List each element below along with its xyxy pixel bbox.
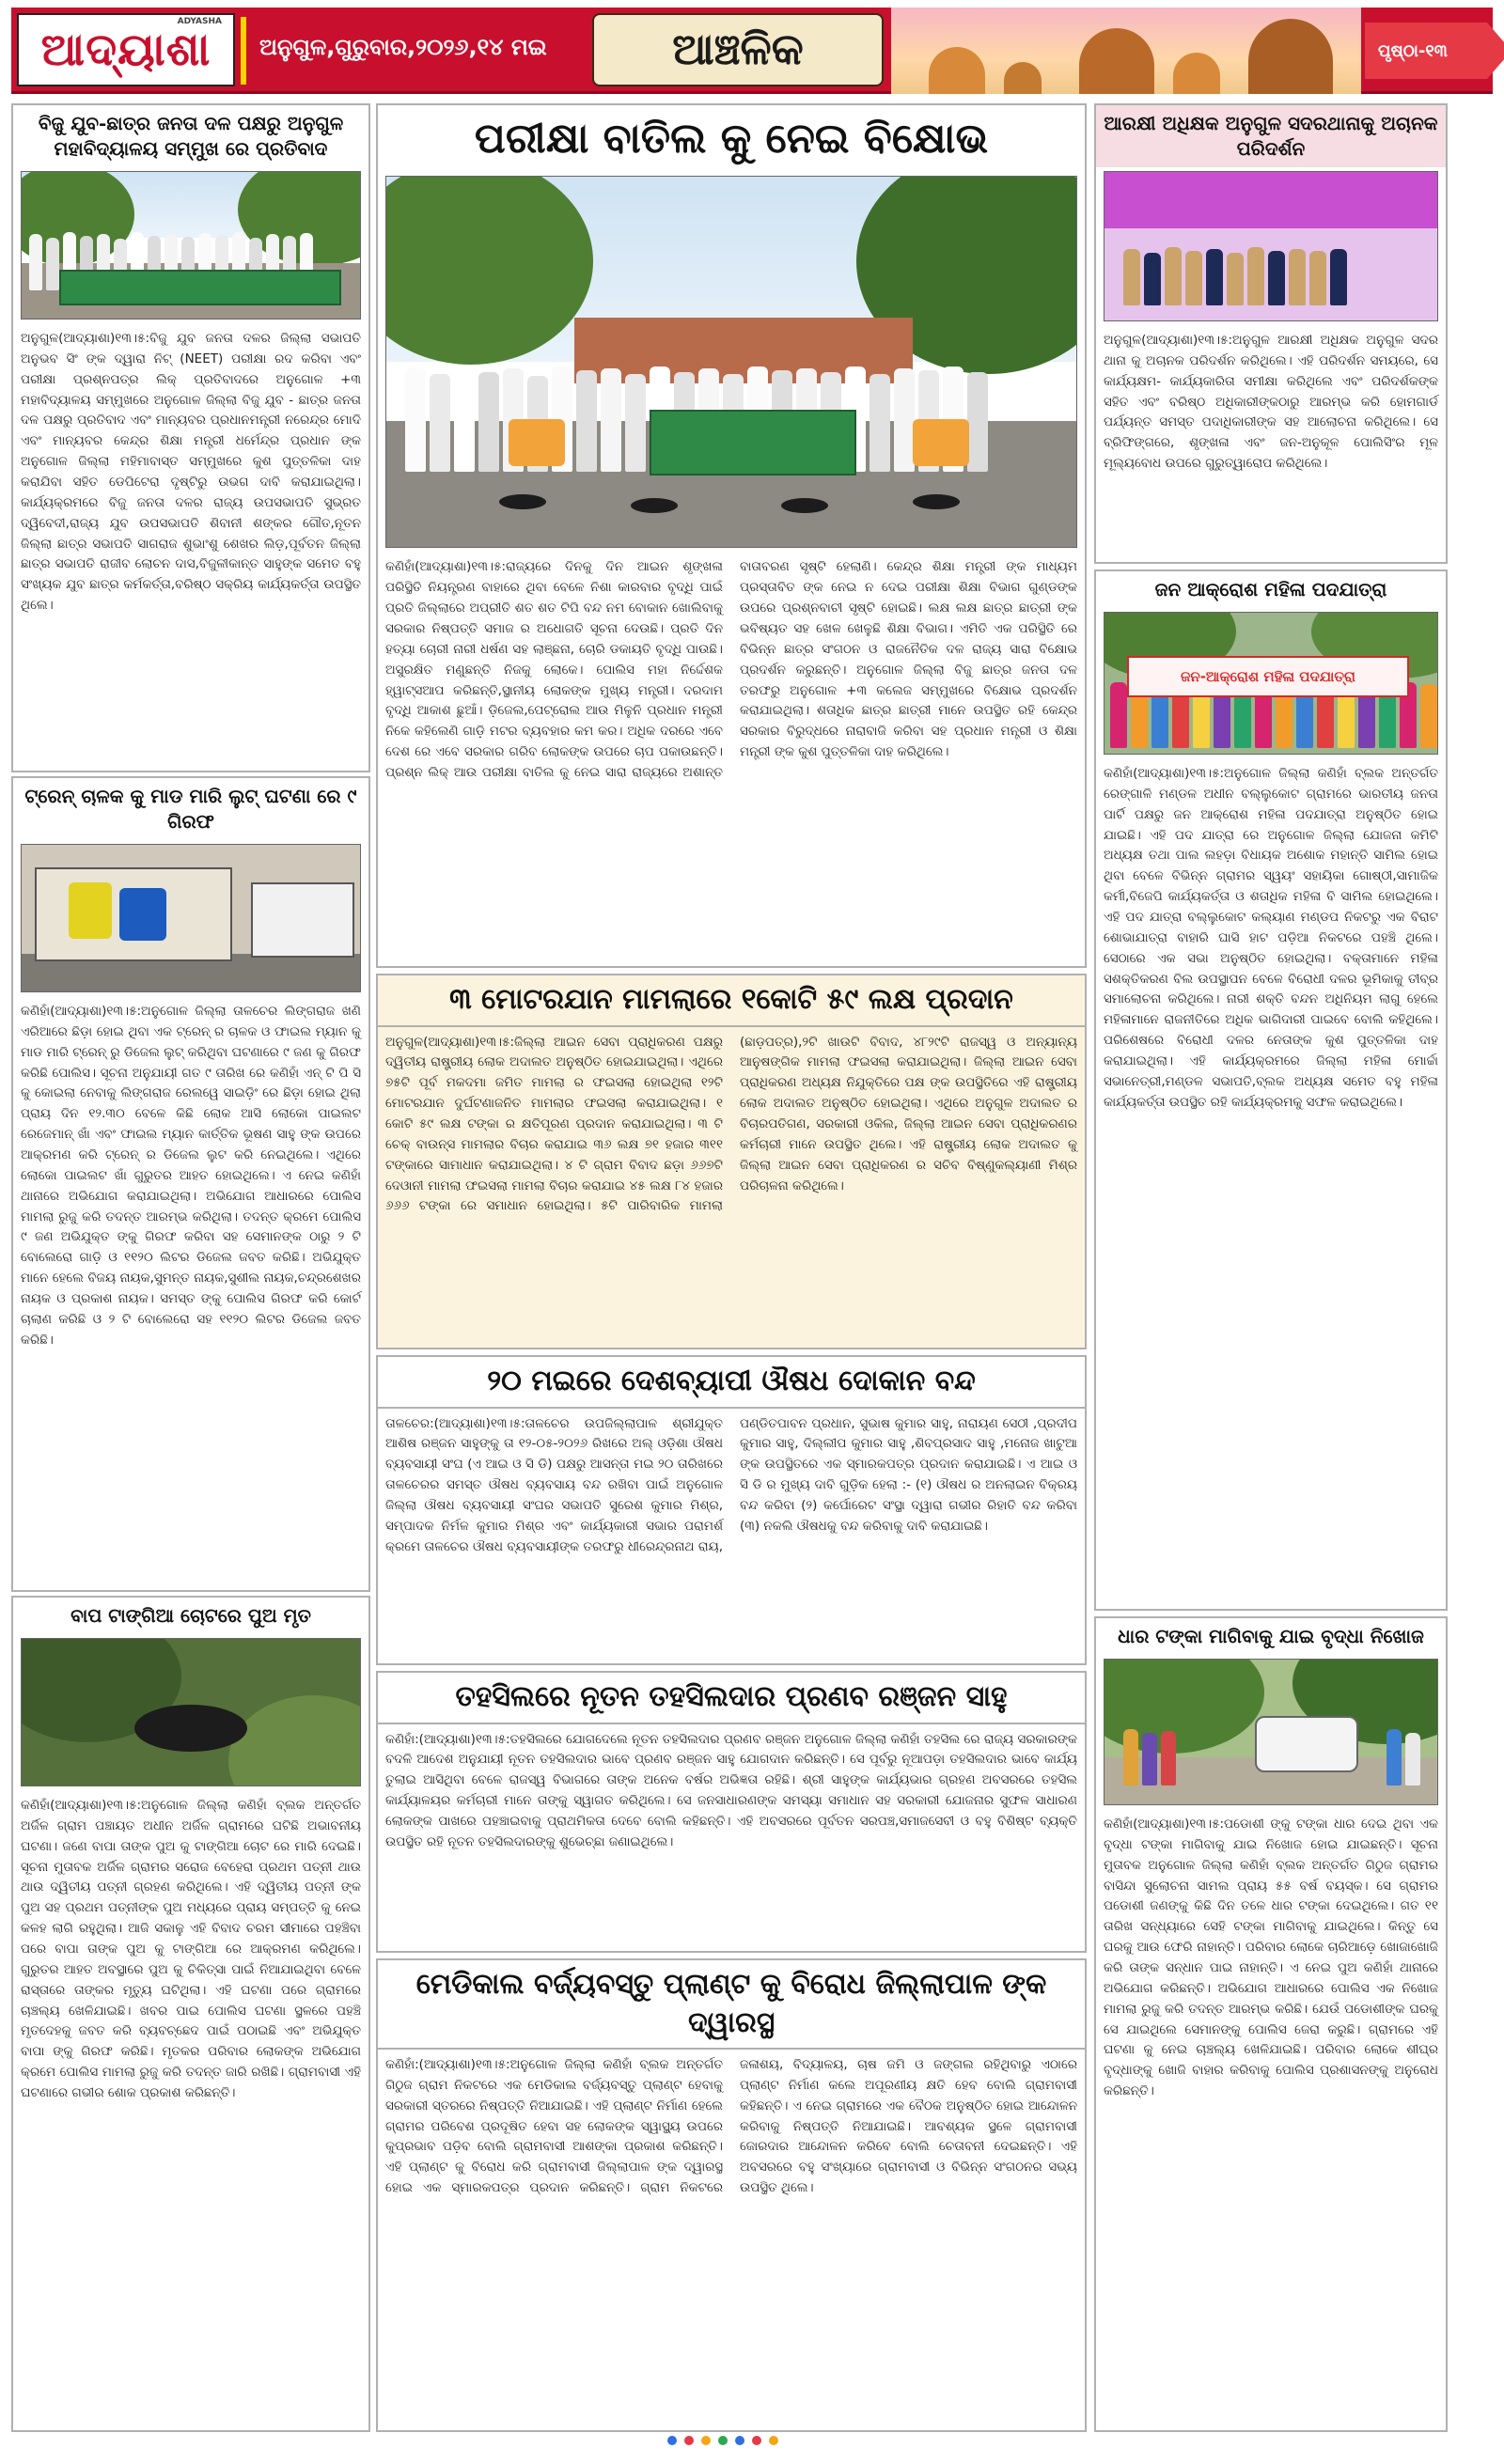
indicator-dot[interactable] bbox=[684, 2436, 694, 2445]
article-headline: ଧାର ଟଙ୍କା ମାଗିବାକୁ ଯାଇ ବୃଦ୍ଧା ନିଖୋଜ bbox=[1118, 1625, 1424, 1647]
article-body: କଣିହାଁ(ଆଦ୍ୟାଶା)୧୩।୫:ଅନୁଗୋଳ ଜିଲ୍ଲା କଣିହାଁ ବ୍ଲକ ଅନ୍ତର୍ଗତ ଅର୍ଜିଳ ଗ୍ରାମ ପଞ୍ଚାୟତ ଅଧୀନ ଅର୍ଜିଳ ଗ୍ରାମରେ ଘଟିଛି ଅଭାବନୀୟ ଘଟଣା। ଜଣେ ବାପା ତାଙ୍କ ପୁଅ କୁ ଟାଙ୍ଗିଆ ଚୋଟ ରେ ମାରି ଦେଇଛି। ସୂଚନା ମୁତାବକ ଅର୍ଜିଳ ଗ୍ରାମର ସରୋଜ ବେହେରା ପ୍ରଥମ ପତ୍ନୀ ଥାଉ ଥାଉ ଦ୍ୱିତୀୟ ପତ୍ନୀ ଗ୍ରହଣ କରିଥିଲେ। ଏହି ଦ୍ୱିତୀୟ ପତ୍ନୀ ଙ୍କ ପୁଅ ସହ ପ୍ରଥମ ପତ୍ନୀଙ୍କ ପୁଅ ମଧ୍ୟରେ ପ୍ରାୟ ସମ୍ପତ୍ତି କୁ ନେଇ କଳହ ଲାଗି ରହୁଥିଲା। ଆଜି ସକାଳୁ ଏହି ବିବାଦ ଚରମ ସୀମାରେ ପହଞ୍ଚିବା ପରେ ବାପା ତାଙ୍କ ପୁଅ କୁ ଟାଙ୍ଗିଆ ରେ ଆକ୍ରମଣ କରିଥିଲେ। ଗୁରୁତର ଆହତ ଅବସ୍ଥାରେ ପୁଅ କୁ ଚିକିତ୍ସା ପାଇଁ ନିଆଯାଇଥିବା ବେଳେ ରାସ୍ତାରେ ତାଙ୍କର ମୃତ୍ୟୁ ଘଟିଥିଲା। ଏହି ଘଟଣା ପରେ ଗ୍ରାମରେ ଚାଞ୍ଚଲ୍ୟ ଖେଳିଯାଇଛି। ଖବର ପାଇ ପୋଲିସ ଘଟଣା ସ୍ଥଳରେ ପହଞ୍ଚି ମୃତଦେହକୁ ଜବତ କରି ବ୍ୟବଚ୍ଛେଦ ପାଇଁ ପଠାଇଛି ଏବଂ ଅଭିଯୁକ୍ତ ବାପା ଙ୍କୁ ଗିରଫ କରିଛି। ମୃତକର ପରିବାର ଲୋକଙ୍କ ଅଭିଯୋଗ କ୍ରମେ ପୋଲିସ ମାମଲା ରୁଜୁ କରି ତଦନ୍ତ ଜାରି ରଖିଛି। ଗ୍ରାମବାସୀ ଏହି ଘଟଣାରେ ଗଭୀର ଶୋକ ପ୍ରକାଶ କରିଛନ୍ତି। bbox=[21, 1798, 361, 2101]
article-headline: ଜନ ଆକ୍ରୋଶ ମହିଳା ପଦଯାତ୍ରା bbox=[1154, 578, 1387, 600]
banner-text: ଜନ-ଆକ୍ରୋଶ ମହିଳା ପଦଯାତ୍ରା bbox=[1181, 668, 1355, 685]
lead-photo bbox=[385, 176, 1077, 548]
march-banner bbox=[1127, 656, 1409, 697]
article-headline: ବିଜୁ ଯୁବ-ଛାତ୍ର ଜନତା ଦଳ ପକ୍ଷରୁ ଅନୁଗୁଳ ମହାବିଦ୍ୟାଳୟ ସମ୍ମୁଖ ରେ ପ୍ରତିବାଦ bbox=[38, 112, 344, 160]
page-number: ପୃଷ୍ଠା-୧୩ bbox=[1378, 40, 1448, 61]
article-women-march[interactable] bbox=[1094, 569, 1448, 1611]
logo-tag: ADYASHA bbox=[177, 17, 222, 26]
section-title: ଆଞ୍ଚଳିକ bbox=[672, 23, 804, 74]
truck-photo bbox=[21, 844, 361, 992]
section-banner bbox=[592, 13, 884, 86]
article-body: କଣିହାଁ:(ଆଦ୍ୟାଶା)୧୩।୫:ତହସିଲରେ ଯୋଗଦେଲେ ନୂତନ ତହସିଲଦାର ପ୍ରଣବ ରଞ୍ଜନ ଅନୁଗୋଳ ଜିଲ୍ଲା କଣିହାଁ ତହସିଲ ରେ ରାଜ୍ୟ ସରକାରଙ୍କ ବଦଳି ଆଦେଶ ଅନୁଯାୟୀ ନୂତନ ତହସିଲଦାର ଭାବେ ପ୍ରଣବ ରଞ୍ଜନ ସାହୁ ଯୋଗଦାନ କରିଛନ୍ତି। ସେ ପୂର୍ବରୁ ନୂଆପଡ଼ା ତହସିଲଦାର ଭାବେ କାର୍ଯ୍ୟ ତୁଲାଇ ଆସିଥିବା ବେଳେ ରାଜସ୍ୱ ବିଭାଗରେ ତାଙ୍କ ଅନେକ ବର୍ଷର ଅଭିଜ୍ଞତା ରହିଛି। ଶ୍ରୀ ସାହୁଙ୍କ କାର୍ଯ୍ୟଭାର ଗ୍ରହଣ ଅବସରରେ ତହସିଲ କାର୍ଯ୍ୟାଳୟର କର୍ମଚାରୀ ମାନେ ତାଙ୍କୁ ସ୍ୱାଗତ କରିଥିଲେ। ସେ ଜନସାଧାରଣଙ୍କ ସମସ୍ୟା ସମାଧାନ ସହ ସରକାରୀ ଯୋଜନାର ସୁଫଳ ସାଧାରଣ ଲୋକଙ୍କ ପାଖରେ ପହଞ୍ଚାଇବାକୁ ପ୍ରାଥମିକତା ଦେବେ ବୋଲି କହିଛନ୍ତି। ଏହି ଅବସରରେ ପୂର୍ବତନ ସରପଞ୍ଚ,ସମାଜସେବୀ ଓ ବହୁ ବିଶିଷ୍ଟ ବ୍ୟକ୍ତି ଉପସ୍ଥିତ ରହି ନୂତନ ତହସିଲଦାରଙ୍କୁ ଶୁଭେଚ୍ଛା ଜଣାଇଥିଲେ। bbox=[385, 1731, 1077, 1849]
article-headline: ଟ୍ରେନ୍ ଚାଳକ କୁ ମାଡ ମାରି ଲୁଟ୍ ଘଟଣା ରେ ୯ ଗିରଫ bbox=[24, 785, 357, 833]
article-bjd-protest[interactable] bbox=[11, 103, 370, 772]
indicator-dot[interactable] bbox=[752, 2436, 761, 2445]
article-pharmacy-bandh[interactable] bbox=[376, 1355, 1087, 1665]
divider bbox=[241, 17, 246, 85]
indicator-dot[interactable] bbox=[718, 2436, 728, 2445]
march-photo bbox=[1104, 612, 1438, 755]
article-exam-protest[interactable] bbox=[376, 103, 1087, 968]
temple-illustration bbox=[891, 8, 1361, 94]
article-headline: ୨୦ ମଇରେ ଦେଶବ୍ୟାପୀ ଔଷଧ ଦୋକାନ ବନ୍ଦ bbox=[378, 1357, 1085, 1409]
article-medical-waste[interactable] bbox=[376, 1958, 1087, 2432]
masthead bbox=[11, 8, 1493, 94]
article-missing-woman[interactable] bbox=[1094, 1616, 1448, 2432]
article-body: ଅନୁଗୁଳ(ଆଦ୍ୟାଶା)୧୩।୫:ଜିଲ୍ଲା ଆଇନ ସେବା ପ୍ରାଧିକରଣ ପକ୍ଷରୁ ଦ୍ୱିତୀୟ ରାଷ୍ଟ୍ରୀୟ ଲୋକ ଅଦାଲତ ଅନୁଷ୍ଠିତ ହୋଇଯାଇଥିଲା। ଏଥିରେ ୭୫ଟି ପୂର୍ବ ମକଦମା ଜମିତ ମାମଲା ର ଫଇସଲା ହୋଇଥିଲା ୧୨ଟି ମୋଟରଯାନ ଦୁର୍ଘଟଣାଜନିତ ମାମଲାର ଫଇସଲା କରାଯାଇଥିଲା। ୧ କୋଟି ୫୯ ଲକ୍ଷ ଟଙ୍କା ର କ୍ଷତିପୂରଣ ପ୍ରଦାନ କରାଯାଇଥିଲା। ୩ ଟି ଚେକ୍ ବାଉନ୍ସ ମାମଲାର ବିଚାର କରାଯାଇ ୩୬ ଲକ୍ଷ ୭୧ ହଜାର ୩୧୧ ଟଙ୍କାରେ ସାମାଧାନ କରାଯାଇଥିଲା। ୪ ଟି ଗ୍ରାମ ବିବାଦ ଛଡ଼ା ୬୬୭ଟି ଦେଓାନୀ ମାମଲା ଫଇସଲା ମାମଲା ବିଚାର କରାଯାଇ ୪୫ ଲକ୍ଷ ୮୪ ହଜାର ୬୬୬ ଟଙ୍କା ରେ ସମାଧାନ ହୋଇଥିଲା। ୫ଟି ପାରିବାରିକ ମାମଲା (ଛାଡ଼ପତ୍ର),୨ଟି ଖାଉଟି ବିବାଦ, ୪୮୨୯ଟି ରାଜସ୍ୱ ଓ ଅନ୍ୟାନ୍ୟ ଆନୁଷଙ୍ଗିକ ମାମଲା ଫଇସଲା କରାଯାଇଥିଲା। ଜିଲ୍ଲା ଆଇନ ସେବା ପ୍ରାଧିକରଣ ଅଧ୍ୟକ୍ଷ ନିଯୁକ୍ତିରେ ପକ୍ଷ ଙ୍କ ଉପସ୍ଥିତିରେ ଏହି ରାଷ୍ଟ୍ରୀୟ ଲୋକ ଅଦାଲତ ଅନୁଷ୍ଠିତ ହୋଇଥିଲା। ଏଥିରେ ଅନୁଗୁଳ ଅଦାଲତ ର ବିଚାରପତିଗଣ, ସରକାରୀ ଓକିଲ, ଜିଲ୍ଲା ଆଇନ ସେବା ପ୍ରାଧିକରଣର କର୍ମଚାରୀ ମାନେ ଉପସ୍ଥିତ ଥିଲେ। ଏହି ରାଷ୍ଟ୍ରୀୟ ଲୋକ ଅଦାଲତ କୁ ଜିଲ୍ଲା ଆଇନ ସେବା ପ୍ରାଧିକରଣ ର ସଚିବ ବିଷ୍ଣୁକଲ୍ୟାଣୀ ମିଶ୍ର ପରିଚାଳନା କରିଥିଲେ। bbox=[385, 1034, 1077, 1214]
indicator-dot[interactable] bbox=[735, 2436, 744, 2445]
article-body: କଣିହାଁ(ଆଦ୍ୟାଶା)୧୩।୫:ଅନୁଗୋଳ ଜିଲ୍ଲା କଣିହାଁ ବ୍ଲକ ଅନ୍ତର୍ଗତ ରେଙ୍ଗାଳି ମଣ୍ଡଳ ଅଧୀନ ବଲ୍ଲୁକୋଟ ଗ୍ରାମରେ ଭାରତୀୟ ଜନତା ପାର୍ଟି ପକ୍ଷରୁ ଜନ ଆକ୍ରୋଶ ମହିଳା ପଦଯାତ୍ରା ଅନୁଷ୍ଠିତ ହୋଇ ଯାଇଛି। ଏହି ପଦ ଯାତ୍ରା ରେ ଅନୁଗୋଳ ଜିଲ୍ଲା ଯୋଜନା କମିଟି ଅଧ୍ୟକ୍ଷ ତଥା ପାଲ ଲହଡ଼ା ବିଧାୟକ ଅଶୋକ ମହାନ୍ତି ସାମିଲ ହୋଇ ଥିବା ବେଳେ ବିଭିନ୍ନ ଗ୍ରାମର ସ୍ୱୟଂ ସହାୟିକା ଗୋଷ୍ଠୀ,ସାମାଜିକ କର୍ମୀ,ବିଜେପି କାର୍ଯ୍ୟକର୍ତ୍ତା ଓ ଶତାଧିକ ମହିଳା ବି ସାମିଲ ହୋଇଥିଲେ। ଏହି ପଦ ଯାତ୍ରା ବଲ୍ଲୁକୋଟ କଲ୍ୟାଣ ମଣ୍ଡପ ନିକଟରୁ ଏକ ବିରାଟ ଶୋଭାଯାତ୍ରା ବାହାରି ଘାସି ହାଟ ପଡ଼ିଆ ନିକଟରେ ପହଞ୍ଚି ଥିଲେ। ସେଠାରେ ଏକ ସଭା ଅନୁଷ୍ଠିତ ହୋଇଥିଲା। ବକ୍ତାମାନେ ମହିଳା ସଶକ୍ତିକରଣ ବିଲ ଉପସ୍ଥାପନ ବେଳେ ବିରୋଧୀ ଦଳର ଭୂମିକାକୁ ତୀବ୍ର ସମାଲୋଚନା କରିଥିଲେ। ନାରୀ ଶକ୍ତି ବନ୍ଦନ ଅଧିନିୟମ ଲାଗୁ ହେଲେ ମହିଳାମାନେ ରାଜନୀତିରେ ଅଧିକ ଭାଗିଦାରୀ ପାଇବେ ବୋଲି କହିଥିଲେ। ପରିଶେଷରେ ବିରୋଧୀ ଦଳର ନେତାଙ୍କ କୁଶ ପୁତ୍ତଳିକା ଦାହ କରାଯାଇଥିଲା। ଏହି କାର୍ଯ୍ୟକ୍ରମରେ ଜିଲ୍ଲା ମହିଳା ମୋର୍ଚ୍ଚା ସଭାନେତ୍ରୀ,ମଣ୍ଡଳ ସଭାପତି,ବ୍ଲକ ଅଧ୍ୟକ୍ଷ ସମେତ ବହୁ ମହିଳା କାର୍ଯ୍ୟକର୍ତ୍ତା ଉପସ୍ଥିତ ରହି କାର୍ଯ୍ୟକ୍ରମକୁ ସଫଳ କରାଇଥିଲେ। bbox=[1104, 766, 1438, 1110]
article-body: ଅନୁଗୁଳ(ଆଦ୍ୟାଶା)୧୩।୫:ଅନୁଗୁଳ ଆରକ୍ଷୀ ଅଧିକ୍ଷକ ଅନୁଗୁଳ ସଦର ଥାନା କୁ ଅଚାନକ ପରିଦର୍ଶନ କରିଥିଲେ। ଏହି ପରିଦର୍ଶନ ସମୟରେ, ସେ କାର୍ଯ୍ୟକ୍ଷମ- କାର୍ଯ୍ୟକାରିତା ସମୀକ୍ଷା କରିଥିଲେ ଏବଂ ପରିଦର୍ଶକଙ୍କ ସହିତ ଏବଂ ବରିଷ୍ଠ ଅଧିକାରୀଙ୍କଠାରୁ ଆରମ୍ଭ କରି ହୋମଗାର୍ଡ ପର୍ଯ୍ୟନ୍ତ ସମସ୍ତ ପଦାଧିକାରୀଙ୍କ ସହ ଆଲୋଚନା କରିଥିଲେ। ସେ ବ୍ରିଫିଙ୍ଗରେ, ଶୃଙ୍ଖଳା ଏବଂ ଜନ-ଅନୁକୂଳ ପୋଲିସିଂର ମୂଳ ମୂଲ୍ୟବୋଧ ଉପରେ ଗୁରୁତ୍ୱାରୋପ କରିଥିଲେ। bbox=[1104, 333, 1438, 472]
article-tahasildar[interactable] bbox=[376, 1671, 1087, 1953]
police-station-photo bbox=[1104, 171, 1438, 321]
ground-photo bbox=[21, 1638, 361, 1786]
article-headline: ୩ ମୋଟରଯାନ ମାମଲାରେ ୧କୋଟି ୫୯ ଲକ୍ଷ ପ୍ରଦାନ bbox=[378, 975, 1085, 1027]
article-body: କଣିହାଁ(ଆଦ୍ୟାଶା)୧୩।୫:ଅନୁଗୋଳ ଜିଲ୍ଲା ତାଳଚେର ଲିଙ୍ଗରାଜ ଖଣି ଏରିଆରେ ଛିଡ଼ା ହୋଇ ଥିବା ଏକ ଟ୍ରେନ୍ ର ଚାଳକ ଓ ଫାଇଲ ମ୍ୟାନ କୁ ମାଡ ମାରି ଟ୍ରେନ୍ ରୁ ଡିଜେଲ ଲୁଟ୍ କରିଥିବା ଘଟଣାରେ ୯ ଜଣ କୁ ଗିରଫ କରିଛି ପୋଲିସ। ସୂଚନା ଅନୁଯାୟୀ ଗତ ୯ ତାରିଖ ରେ କଣିହାଁ ଏନ୍ ଟି ପି ସି କୁ କୋଇଲା ନେବାକୁ ଲିଙ୍ଗରାଜ ରେଲୱେ ସାଇଡ଼ିଂ ରେ ଛିଡ଼ା ହୋଇ ଥିଲା ପ୍ରାୟ ଦିନ ୧୨.୩୦ ବେଳେ କିଛି ଲୋକ ଆସି ଲୋକୋ ପାଇଲଟ ରେଜେମାନ୍ ଖାଁ ଏବଂ ଫାଇଲ ମ୍ୟାନ କାର୍ତ୍ତିକ ଭୂଷଣ ସାହୁ ଙ୍କ ଉପରେ ଆକ୍ରମଣ କରି ଟ୍ରେନ୍ ର ଡିଜେଲ ଲୁଟ କରି ନେଇଥିଲେ। ଏଥିରେ ଲୋକୋ ପାଇଲଟ ଖାଁ ଗୁରୁତର ଆହତ ହୋଇଥିଲେ। ଏ ନେଇ କଣିହାଁ ଥାନାରେ ଅଭିଯୋଗ କରାଯାଇଥିଲା। ଅଭିଯୋଗ ଆଧାରରେ ପୋଲିସ ମାମଲା ରୁଜୁ କରି ତଦନ୍ତ ଆରମ୍ଭ କରିଥିଲା। ତଦନ୍ତ କ୍ରମେ ପୋଲିସ ୯ ଜଣ ଅଭିଯୁକ୍ତ ଙ୍କୁ ଗିରଫ କରିବା ସହ ସେମାନଙ୍କ ଠାରୁ ୨ ଟି ବୋଲେରୋ ଗାଡ଼ି ଓ ୧୧୨୦ ଲିଟର ଡିଜେଲ ଜବତ କରିଛି। ଅଭିଯୁକ୍ତ ମାନେ ହେଲେ ବିଜୟ ନାୟକ,ସୁମନ୍ତ ନାୟକ,ସୁଶୀଲ ନାୟକ,ଚନ୍ଦ୍ରଶେଖର ନାୟକ ଓ ପ୍ରକାଶ ନାୟକ। ସମସ୍ତ ଙ୍କୁ ପୋଲିସ ଗିରଫ କରି କୋର୍ଟ ଚାଲାଣ କରିଛି ଓ ୨ ଟି ବୋଲେରୋ ସହ ୧୧୨୦ ଲିଟର ଡିଜେଲ ଜବତ କରିଛି। bbox=[21, 1004, 361, 1348]
article-body: କଣିହାଁ:(ଆଦ୍ୟାଶା)୧୩।୫:ଅନୁଗୋଳ ଜିଲ୍ଲା କଣିହାଁ ବ୍ଲକ ଅନ୍ତର୍ଗତ ଗିଠୁଜ ଗ୍ରାମ ନିକଟରେ ଏକ ମେଡିକାଲ ବର୍ଜ୍ୟବସ୍ତୁ ପ୍ଲାଣ୍ଟ ହେବାକୁ ସରକାରୀ ସ୍ତରରେ ନିଷ୍ପତ୍ତି ନିଆଯାଇଛି। ଏହି ପ୍ଲାଣ୍ଟ ନିର୍ମାଣ ହେଲେ ଗ୍ରାମର ପରିବେଶ ପ୍ରଦୂଷିତ ହେବା ସହ ଲୋକଙ୍କ ସ୍ୱାସ୍ଥ୍ୟ ଉପରେ କୁପ୍ରଭାବ ପଡ଼ିବ ବୋଲି ଗ୍ରାମବାସୀ ଆଶଙ୍କା ପ୍ରକାଶ କରିଛନ୍ତି। ଏହି ପ୍ଲାଣ୍ଟ କୁ ବିରୋଧ କରି ଗ୍ରାମବାସୀ ଜିଲ୍ଲାପାଳ ଙ୍କ ଦ୍ୱାରସ୍ଥ ହୋଇ ଏକ ସ୍ମାରକପତ୍ର ପ୍ରଦାନ କରିଛନ୍ତି। ଗ୍ରାମ ନିକଟରେ ଜଳାଶୟ, ବିଦ୍ୟାଳୟ, ଚାଷ ଜମି ଓ ଜଙ୍ଗଲ ରହିଥିବାରୁ ଏଠାରେ ପ୍ଲାଣ୍ଟ ନିର୍ମାଣ କଲେ ଅପୂରଣୀୟ କ୍ଷତି ହେବ ବୋଲି ଗ୍ରାମବାସୀ କହିଛନ୍ତି। ଏ ନେଇ ଗ୍ରାମରେ ଏକ ବୈଠକ ଅନୁଷ୍ଠିତ ହୋଇ ଆନ୍ଦୋଳନ କରିବାକୁ ନିଷ୍ପତ୍ତି ନିଆଯାଇଛି। ଆବଶ୍ୟକ ସ୍ଥଳେ ଗ୍ରାମବାସୀ ଜୋରଦାର ଆନ୍ଦୋଳନ କରିବେ ବୋଲି ଚେତାବନୀ ଦେଇଛନ୍ତି। ଏହି ଅବସରରେ ବହୁ ସଂଖ୍ୟାରେ ଗ୍ରାମବାସୀ ଓ ବିଭିନ୍ନ ସଂଗଠନର ସଭ୍ୟ ଉପସ୍ଥିତ ଥିଲେ। bbox=[385, 2057, 1077, 2196]
edition-date: ଅନୁଗୁଳ,ଗୁରୁବାର,୨୦୨୬,୧୪ ମଇ bbox=[259, 34, 547, 60]
article-body: ତାଳଚେର:(ଆଦ୍ୟାଶା)୧୩।୫:ତାଳଚେର ଉପଜିଲ୍ଲାପାଳ ଶ୍ରୀଯୁକ୍ତ ଆଶିଷ ରଞ୍ଜନ ସାହୁଙ୍କୁ ତା ୧୨-୦୫-୨୦୨୬ ରିଖରେ ଅଲ୍ ଓଡ଼ିଶା ଔଷଧ ବ୍ୟବସାୟୀ ସଂଘ (ଏ ଆଇ ଓ ସି ଡି) ପକ୍ଷରୁ ଆସନ୍ତା ମଇ ୨୦ ତାରିଖରେ ତାଳଚେରର ସମସ୍ତ ଔଷଧ ବ୍ୟବସାୟ ବନ୍ଦ ରଖିବା ପାଇଁ ଅନୁଗୋଳ ଜିଲ୍ଲା ଔଷଧ ବ୍ୟବସାୟୀ ସଂଘର ସଭାପତି ସୁରେଶ କୁମାର ମିଶ୍ର, ସମ୍ପାଦକ ନିର୍ମଳ କୁମାର ମିଶ୍ର ଏବଂ କାର୍ଯ୍ୟକାରୀ ସଭାର ପରାମର୍ଶ କ୍ରମେ ତାଳଚେର ଔଷଧ ବ୍ୟବସାୟୀଙ୍କ ତରଫରୁ ଧୀରେନ୍ଦ୍ରନାଥ ରାୟ, ପଣ୍ଡିତପାବନ ପ୍ରଧାନ, ସୁଭାଷ କୁମାର ସାହୁ, ନାରାୟଣ ସେଠୀ ,ପ୍ରଦୀପ କୁମାର ସାହୁ, ଦିଲ୍ଲୀପ କୁମାର ସାହୁ ,ଶିବପ୍ରସାଦ ସାହୁ ,ମନୋଜ ଖାଟୁଆ ଙ୍କ ଉପସ୍ଥିତରେ ଏକ ସ୍ମାରକପତ୍ର ପ୍ରଦାନ କରାଯାଇଛି। ଏ ଆଇ ଓ ସି ଡି ର ମୁଖ୍ୟ ଦାବି ଗୁଡ଼ିକ ହେଲା :- (୧) ଔଷଧ ର ଅନଲାଇନ ବିକ୍ରୟ ବନ୍ଦ କରିବା (୨) କର୍ପୋରେଟ ସଂସ୍ଥା ଦ୍ୱାରା ଗଭୀର ରିହାତି ବନ୍ଦ କରିବା (୩) ନକଲି ଔଷଧକୁ ବନ୍ଦ କରିବାକୁ ଦାବି କରାଯାଇଛି। bbox=[385, 1415, 1077, 1554]
article-headline: ବାପ ଟାଙ୍ଗିଆ ଚୋଟରେ ପୁଅ ମୃତ bbox=[70, 1604, 311, 1627]
lead-headline: ପରୀକ୍ଷା ବାତିଲ କୁ ନେଇ ବିକ୍ଷୋଭ bbox=[474, 115, 989, 163]
article-body: କଣିହାଁ(ଆଦ୍ୟାଶା)୧୩।୫:ପଡୋଶୀ ଙ୍କୁ ଟଙ୍କା ଧାର ଦେଇ ଥିବା ଏକ ବୃଦ୍ଧା ଟଙ୍କା ମାଗିବାକୁ ଯାଇ ନିଖୋଜ ହୋଇ ଯାଇଛନ୍ତି। ସୂଚନା ମୁତାବକ ଅନୁଗୋଳ ଜିଲ୍ଲା କଣିହାଁ ବ୍ଲକ ଅନ୍ତର୍ଗତ ଗିଠୁଜ ଗ୍ରାମର ବାସିନ୍ଦା ସୁଲୋଚନା ସାମଲ ପ୍ରାୟ ୫୫ ବର୍ଷ ବୟସ୍କ। ସେ ଗ୍ରାମର ପଡୋଶୀ ଜଣଙ୍କୁ କିଛି ଦିନ ତଳେ ଧାର ଟଙ୍କା ଦେଇଥିଲେ। ଗତ ୧୧ ତାରିଖ ସନ୍ଧ୍ୟାରେ ସେହି ଟଙ୍କା ମାଗିବାକୁ ଯାଇଥିଲେ। କିନ୍ତୁ ସେ ଘରକୁ ଆଉ ଫେରି ନାହାନ୍ତି। ପରିବାର ଲୋକେ ଚାରିଆଡ଼େ ଖୋଜାଖୋଜି କରି ତାଙ୍କ ସନ୍ଧାନ ପାଇ ନାହାନ୍ତି। ଏ ନେଇ ପୁଅ କଣିହାଁ ଥାନାରେ ଅଭିଯୋଗ କରିଛନ୍ତି। ଅଭିଯୋଗ ଆଧାରରେ ପୋଲିସ ଏକ ନିଖୋଜ ମାମଲା ରୁଜୁ କରି ତଦନ୍ତ ଆରମ୍ଭ କରିଛି। ଯେଉଁ ପଡୋଶୀଙ୍କ ଘରକୁ ସେ ଯାଇଥିଲେ ସେମାନଙ୍କୁ ପୋଲିସ ଜେରା କରୁଛି। ଗ୍ରାମରେ ଏହି ଘଟଣା କୁ ନେଇ ଚାଞ୍ଚଲ୍ୟ ଖେଳିଯାଇଛି। ପରିବାର ଲୋକେ ଶୀଘ୍ର ବୃଦ୍ଧାଙ୍କୁ ଖୋଜି ବାହାର କରିବାକୁ ପୋଲିସ ପ୍ରଶାସନଙ୍କୁ ଅନୁରୋଧ କରିଛନ୍ତି। bbox=[1104, 1817, 1438, 2099]
indicator-dot[interactable] bbox=[667, 2436, 677, 2445]
indicator-dot[interactable] bbox=[769, 2436, 778, 2445]
protest-photo bbox=[21, 171, 361, 320]
page-indicator bbox=[667, 2436, 778, 2445]
article-headline: ତହସିଲରେ ନୂତନ ତହସିଲଦାର ପ୍ରଣବ ରଞ୍ଜନ ସାହୁ bbox=[378, 1673, 1085, 1724]
article-snake-death[interactable] bbox=[11, 1596, 370, 2432]
article-headline: ଆରକ୍ଷୀ ଅଧିକ୍ଷକ ଅନୁଗୁଳ ସଦରଥାନାକୁ ଅଚାନକ ପରିଦର୍ଶନ bbox=[1096, 105, 1446, 167]
page-number-tab[interactable] bbox=[1365, 23, 1487, 79]
article-body: କଣିହାଁ(ଆଦ୍ୟାଶା)୧୩।୫:ରାଜ୍ୟରେ ଦିନକୁ ଦିନ ଆଇନ ଶୃଙ୍ଖଳା ପରିସ୍ଥିତି ନିୟନ୍ତ୍ରଣ ବାହାରେ ଥିବା ବେଳେ ନିଶା କାରବାର ବୃଦ୍ଧି ପାଇଁ ପ୍ରତି ଜିଲ୍ଲାରେ ଅପ୍ରୀତି ଶତ ଶତ ଟିପି ବନ୍ଦ ନମ ବୋକାନ ଖୋଲିବାକୁ ସରକାର ନିଷ୍ପତ୍ତି ସମାଜ ର ଅଧୋଗତି ସୂଚନା ଦେଉଛି। ପ୍ରତି ଦିନ ହତ୍ୟା ଚୋରୀ ନାରୀ ଧର୍ଷଣ ସହ ଲାଞ୍ଛନା, ଚୋରି ଡକାୟତି ବୃଦ୍ଧି ପାଉଛି। ଅସୁରକ୍ଷିତ ମଣୁଛନ୍ତି ନିଜକୁ ଲୋକେ। ପୋଲିସ ମହା ନିର୍ଦ୍ଦେଶକ ହ୍ୱାଟ୍ସଆପ କରିଛନ୍ତି,ସ୍ଥାନୀୟ ଲୋକଙ୍କ ମୁଖ୍ୟ ମନ୍ତ୍ରୀ। ଦରଦାମ ବୃଦ୍ଧି ଆକାଶ ଛୁଆଁ। ଡ଼ିଜେଲ,ପେଟ୍ରୋଲ ଆଉ ମିଳୁନି ପ୍ରଧାନ ମନ୍ତ୍ରୀ ନିକେ କହିଲେଣି ଗାଡ଼ି ମଟର ବ୍ୟବହାର କମ କର। ଅଧିକ ଦରରେ ଏବେ ଦେଶ ରେ ଏବେ ସରକାର ଗରିବ ଲୋକଙ୍କ ଉପରେ ଚାପ ପକାଉଛନ୍ତି। ପ୍ରଶ୍ନ ଲିକ୍ ଆଉ ପରୀକ୍ଷା ବାତିଲ କୁ ନେଇ ସାରା ରାଜ୍ୟରେ ଅଶାନ୍ତ ବାତାବରଣ ସୃଷ୍ଟି ହେଲାଣି। କେନ୍ଦ୍ର ଶିକ୍ଷା ମନ୍ତ୍ରୀ ଙ୍କ ମାଧ୍ୟମ ପ୍ରସ୍ତାବିତ ଙ୍କ ନେଇ ନ ଦେଇ ପରୀକ୍ଷା ଶିକ୍ଷା ବିଭାଗ ଗୁଣ୍ଡଙ୍କ ଉପରେ ପ୍ରଶ୍ନବାଚୀ ସୃଷ୍ଟି ହୋଇଛି। ଲକ୍ଷ ଲକ୍ଷ ଛାତ୍ର ଛାତ୍ରୀ ଙ୍କ ଭବିଷ୍ୟତ ସହ ଖେଳ ଖେଳୁଛି ଶିକ୍ଷା ବିଭାଗ। ଏମିତି ଏକ ପରିସ୍ଥିତି ରେ ବିଭିନ୍ନ ଛାତ୍ର ସଂଗଠନ ଓ ରାଜନୈତିକ ଦଳ ରାଜ୍ୟ ସାରା ବିକ୍ଷୋଭ ପ୍ରଦର୍ଶନ କରୁଛନ୍ତି। ଅନୁଗୋଳ ଜିଲ୍ଲା ବିଜୁ ଛାତ୍ର ଜନତା ଦଳ ତରଫରୁ ଅନୁଗୋଳ +୩ କଲେଜ ସମ୍ମୁଖରେ ବିକ୍ଷୋଭ ପ୍ରଦର୍ଶନ କରାଯାଇଥିଲା। ଶତାଧିକ ଛାତ୍ର ଛାତ୍ରୀ ମାନେ ଉପସ୍ଥିତ ରହି କେନ୍ଦ୍ର ସରକାର ବିରୁଦ୍ଧରେ ନାରାବାଜି କରିବା ସହ ପ୍ରଧାନ ମନ୍ତ୍ରୀ ଓ ଶିକ୍ଷା ମନ୍ତ୍ରୀ ଙ୍କ କୁଶ ପୁତ୍ତଳିକା ଦାହ କରିଥିଲେ। bbox=[385, 559, 1077, 780]
article-police-visit[interactable] bbox=[1094, 103, 1448, 564]
article-headline: ମେଡିକାଲ ବର୍ଜ୍ୟବସ୍ତୁ ପ୍ଲାଣ୍ଟ କୁ ବିରୋଧ ଜିଲ୍ଲାପାଳ ଙ୍କ ଦ୍ୱାରସ୍ଥ bbox=[378, 1960, 1085, 2050]
article-train-robbery[interactable] bbox=[11, 776, 370, 1592]
village-photo bbox=[1104, 1659, 1438, 1805]
logo-text: ଆଦ୍ୟାଶା bbox=[40, 23, 212, 76]
article-lok-adalat[interactable] bbox=[376, 974, 1087, 1349]
indicator-dot[interactable] bbox=[701, 2436, 711, 2445]
newspaper-logo[interactable] bbox=[17, 13, 235, 86]
article-body: ଅନୁଗୁଳ(ଆଦ୍ୟାଶା)୧୩।୫:ବିଜୁ ଯୁବ ଜନତା ଦଳର ଜିଲ୍ଲା ସଭାପତି ଅନୁଭବ ସିଂ ଙ୍କ ଦ୍ୱାରା ନିଟ୍ (NEET) ପରୀକ୍ଷା ରଦ କରିବା ଏବଂ ପରୀକ୍ଷା ପ୍ରଶ୍ନପତ୍ର ଲିକ୍ ପ୍ରତିବାଦରେ ଅନୁଗୋଳ +୩ ମହାବିଦ୍ୟାଳୟ ସମ୍ମୁଖରେ ଅନୁଗୋଳ ଜିଲ୍ଲା ବିଜୁ ଯୁବ - ଛାତ୍ର ଜନତା ଦଳ ପକ୍ଷରୁ ପ୍ରତିବାଦ ଏବଂ ମାନ୍ୟବର ପ୍ରଧାନମନ୍ତ୍ରୀ ନରେନ୍ଦ୍ର ମୋଦି ଏବଂ ମାନ୍ୟବର କେନ୍ଦ୍ର ଶିକ୍ଷା ମନ୍ତ୍ରୀ ଧର୍ମେନ୍ଦ୍ର ପ୍ରଧାନ ଙ୍କ ଅନୁଗୋଳ ଜିଲ୍ଲା ମହିମାବାସ୍ତ ସମ୍ମୁଖରେ କୁଶ ପୁତ୍ତଳିକା ଦାହ କରାଯିବା ସହିତ ଡେପିଟେରା ଦୃଷ୍ଟିରୁ ଉଭଗ ଦାବି କରାଯାଇଥିଲା। କାର୍ଯ୍ୟକ୍ରମରେ ବିଜୁ ଜନତା ଦଳର ରାଜ୍ୟ ଉପସଭାପତି ସୁଭ୍ରତ ଦ୍ୱିବେଦୀ,ରାଜ୍ୟ ଯୁବ ଉପସଭାପତି ଶିବାନୀ ଶଙ୍କର ଗୌତ,ନୂତନ ଜିଲ୍ଲା ଛାତ୍ର ସଭାପତି ସାଗରାଜ ଶୁଭାଂଶୁ ଶେଖର ଲିଡ଼,ପୂର୍ବତନ ଜିଲ୍ଲା ଛାତ୍ର ସଭାପତି ରାଜୀବ ଲୋଚନ ଦାସ,ବିଜୁଳୀକାନ୍ତ ସାହୁଙ୍କ ସମେତ ବହୁ ସଂଖ୍ୟକ ଯୁବ ଛାତ୍ର କର୍ମକର୍ତ୍ତା,ବରିଷ୍ଠ ସକ୍ରିୟ କାର୍ଯ୍ୟକର୍ତ୍ତା ଉପସ୍ଥିତ ଥିଲେ। bbox=[21, 331, 361, 614]
